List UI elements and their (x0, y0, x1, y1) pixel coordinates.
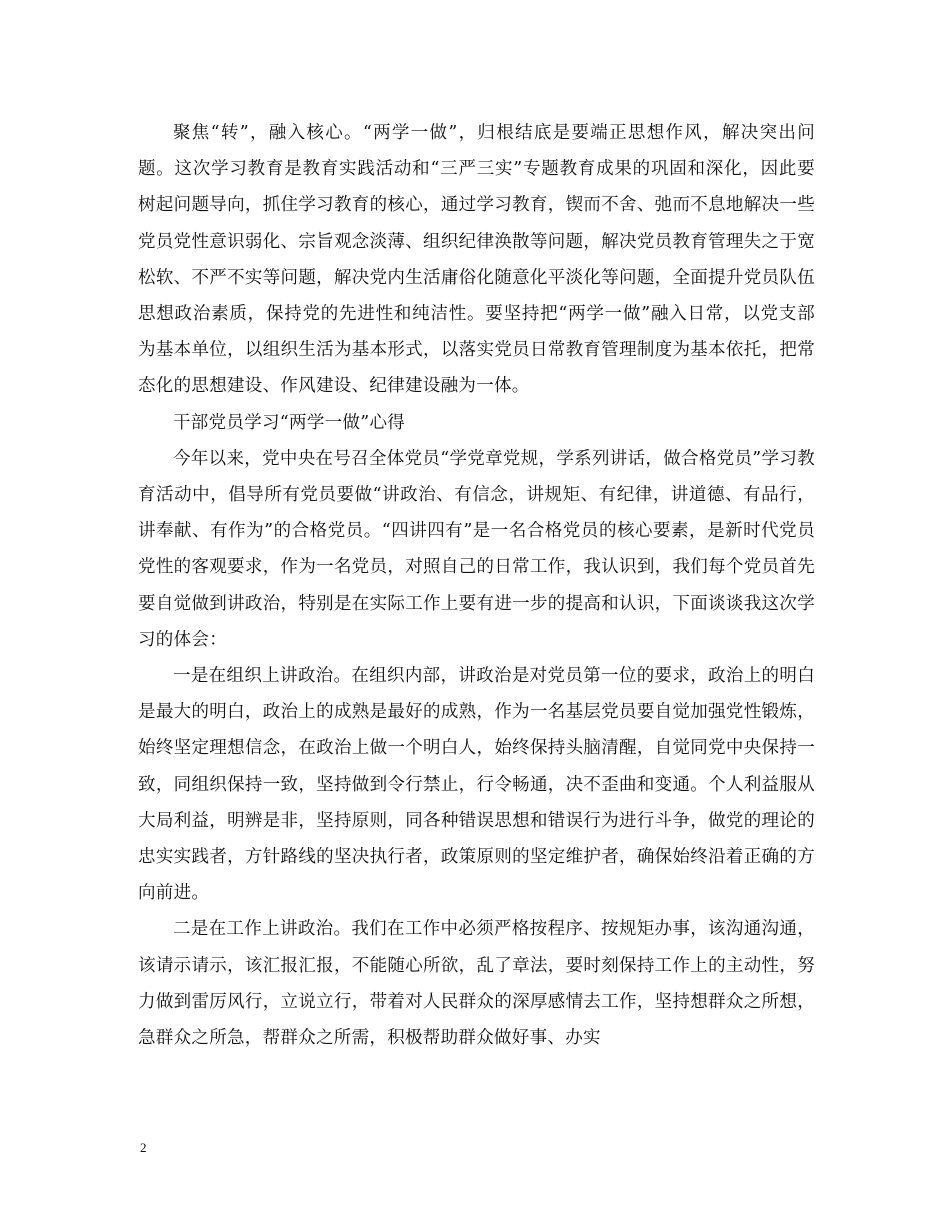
paragraph-focus-core: 聚焦“转”，融入核心。“两学一做”，归根结底是要端正思想作风，解决突出问题。这次学习教育是教育实践活动和“三严三实”专题教育成果的巩固和深化，因此要树起问题导向，抓住学习教育的核心，通过学习教育，锲而不舍、弛而不息地解决一些党员党性意识弱化、宗旨观念淡薄、组织纪律涣散等问题，解决党员教育管理失之于宽松软、不严不实等问题，解决党内生活庸俗化随意化平淡化等问题，全面提升党员队伍思想政治素质，保持党的先进性和纯洁性。要坚持把“两学一做”融入日常，以党支部为基本单位，以组织生活为基本形式，以落实党员日常教育管理制度为基本依托，把常态化的思想建设、作风建设、纪律建设融为一体。 (138, 123, 815, 397)
page-number: 2 (140, 1140, 147, 1155)
document-body (138, 115, 815, 1056)
paragraph-work-politics: 二是在工作上讲政治。我们在工作中必须严格按程序、按规矩办事，该沟通沟通，该请示请示，该汇报汇报，不能随心所欲，乱了章法，要时刻保持工作上的主动性，努力做到雷厉风行，立说立行，带着对人民群众的深厚感情去工作，坚持想群众之所想，急群众之所急，帮群众之所需，积极帮助群众做好事、办实 (138, 919, 815, 1049)
paragraph-intro: 今年以来，党中央在号召全体党员“学党章党规，学系列讲话，做合格党员”学习教育活动中，倡导所有党员要做“讲政治、有信念，讲规矩、有纪律，讲道德、有品行，讲奉献、有作为”的合格党员。“四讲四有”是一名合格党员的核心要素，是新时代党员党性的客观要求，作为一名党员，对照自己的日常工作，我认识到，我们每个党员首先要自觉做到讲政治，特别是在实际工作上要有进一步的提高和认识，下面谈谈我这次学习的体会： (138, 448, 815, 650)
paragraph-organization-politics: 一是在组织上讲政治。在组织内部，讲政治是对党员第一位的要求，政治上的明白是最大的明白，政治上的成熟是最好的成熟，作为一名基层党员要自觉加强党性锻炼，始终坚定理想信念，在政治上做一个明白人，始终保持头脑清醒，自觉同党中央保持一致，同组织保持一致，坚持做到令行禁止，行令畅通，决不歪曲和变通。个人利益服从大局利益，明辨是非，坚持原则，同各种错误思想和错误行为进行斗争，做党的理论的忠实实践者，方针路线的坚决执行者，政策原则的坚定维护者，确保始终沿着正确的方向前进。 (138, 666, 815, 904)
section-heading: 干部党员学习“两学一做”心得 (173, 412, 406, 433)
